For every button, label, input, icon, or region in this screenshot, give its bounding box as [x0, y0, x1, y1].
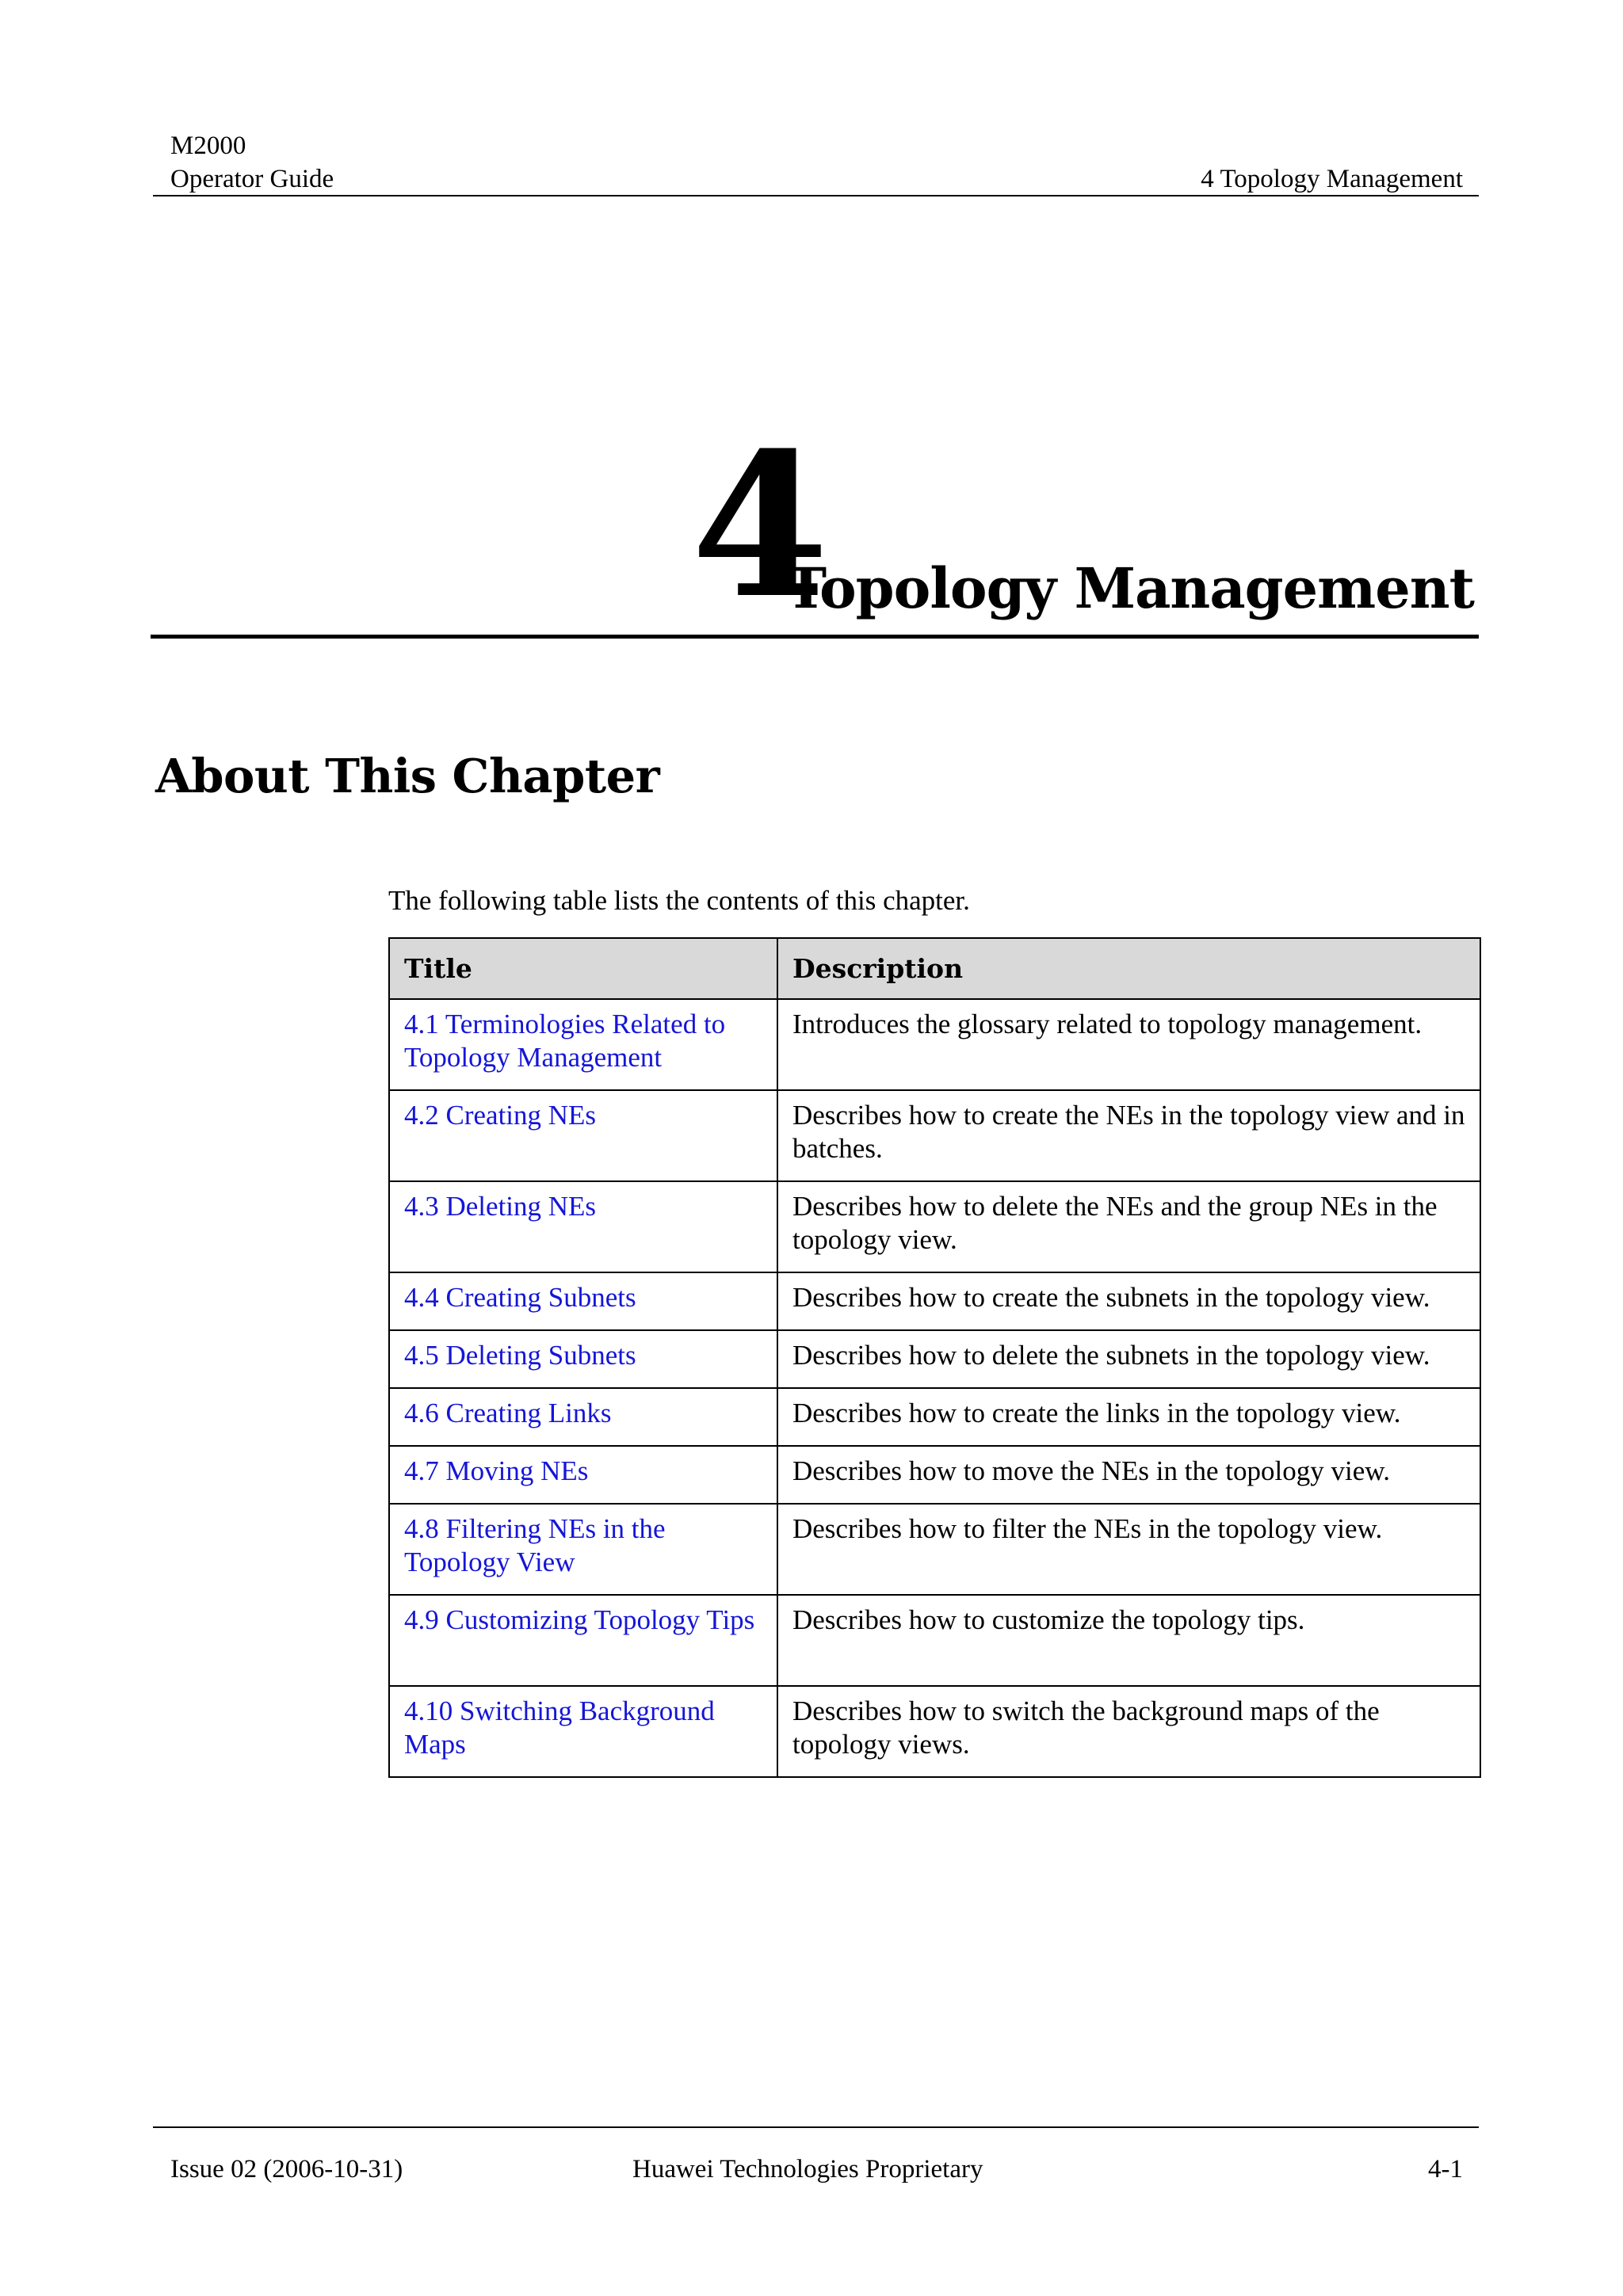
- title-cell: [389, 1504, 777, 1595]
- table-row: [389, 1595, 1480, 1686]
- table-row: [389, 1504, 1480, 1595]
- chapter-contents-table: [388, 937, 1481, 1778]
- document-subtitle: Operator Guide: [170, 165, 334, 193]
- table-row: [389, 1686, 1480, 1777]
- intro-paragraph: The following table lists the contents of this chapter.: [388, 885, 970, 916]
- document-name: M2000: [170, 132, 246, 160]
- description-cell: Describes how to filter the NEs in the topology view.: [777, 1504, 1480, 1595]
- chapter-number: 4: [691, 409, 826, 642]
- title-cell: [389, 1090, 777, 1181]
- table-row: [389, 1446, 1480, 1504]
- description-cell: Describes how to delete the subnets in the topology view.: [777, 1330, 1480, 1388]
- toc-link-4-1[interactable]: 4.1 Terminologies Related to Topology Management: [404, 1009, 726, 1073]
- toc-link-4-7[interactable]: 4.7 Moving NEs: [404, 1455, 589, 1486]
- toc-link-4-8[interactable]: 4.8 Filtering NEs in the Topology View: [404, 1513, 666, 1577]
- title-cell: [389, 1446, 777, 1504]
- description-cell: Introduces the glossary related to topology management.: [777, 999, 1480, 1090]
- title-cell: [389, 999, 777, 1090]
- toc-link-4-6[interactable]: 4.6 Creating Links: [404, 1398, 612, 1428]
- title-cell: [389, 1181, 777, 1272]
- title-cell: [389, 1272, 777, 1330]
- table-row: [389, 1388, 1480, 1446]
- description-cell: Describes how to delete the NEs and the group NEs in the topology view.: [777, 1181, 1480, 1272]
- chapter-title: Topology Management: [785, 555, 1474, 621]
- toc-link-4-2[interactable]: 4.2 Creating NEs: [404, 1100, 597, 1131]
- toc-link-4-9[interactable]: 4.9 Customizing Topology Tips: [404, 1604, 755, 1635]
- proprietary-notice: Huawei Technologies Proprietary: [632, 2155, 983, 2183]
- toc-link-4-5[interactable]: 4.5 Deleting Subnets: [404, 1340, 636, 1371]
- table-row: [389, 1181, 1480, 1272]
- description-cell: Describes how to create the NEs in the topology view and in batches.: [777, 1090, 1480, 1181]
- description-cell: Describes how to create the subnets in the topology view.: [777, 1272, 1480, 1330]
- header-chapter-reference: 4 Topology Management: [1201, 165, 1463, 193]
- column-header-title: Title: [389, 938, 777, 999]
- page-header: [153, 127, 1479, 196]
- table-row: [389, 999, 1480, 1090]
- toc-link-4-3[interactable]: 4.3 Deleting NEs: [404, 1191, 597, 1222]
- description-cell: Describes how to move the NEs in the topology view.: [777, 1446, 1480, 1504]
- title-cell: [389, 1686, 777, 1777]
- table-header-row: [389, 938, 1480, 999]
- issue-info: Issue 02 (2006-10-31): [170, 2155, 403, 2183]
- toc-link-4-10[interactable]: 4.10 Switching Background Maps: [404, 1695, 715, 1760]
- column-header-description: Description: [777, 938, 1480, 999]
- table-row: [389, 1090, 1480, 1181]
- chapter-title-block: [151, 409, 1479, 642]
- toc-link-4-4[interactable]: 4.4 Creating Subnets: [404, 1282, 636, 1313]
- title-cell: [389, 1595, 777, 1686]
- description-cell: Describes how to switch the background maps of the topology views.: [777, 1686, 1480, 1777]
- section-heading: About This Chapter: [155, 749, 660, 803]
- table-row: [389, 1272, 1480, 1330]
- title-cell: [389, 1330, 777, 1388]
- description-cell: Describes how to customize the topology tips.: [777, 1595, 1480, 1686]
- description-cell: Describes how to create the links in the topology view.: [777, 1388, 1480, 1446]
- page-footer: [153, 2126, 1479, 2190]
- page-number: 4-1: [1428, 2155, 1463, 2183]
- table-row: [389, 1330, 1480, 1388]
- title-cell: [389, 1388, 777, 1446]
